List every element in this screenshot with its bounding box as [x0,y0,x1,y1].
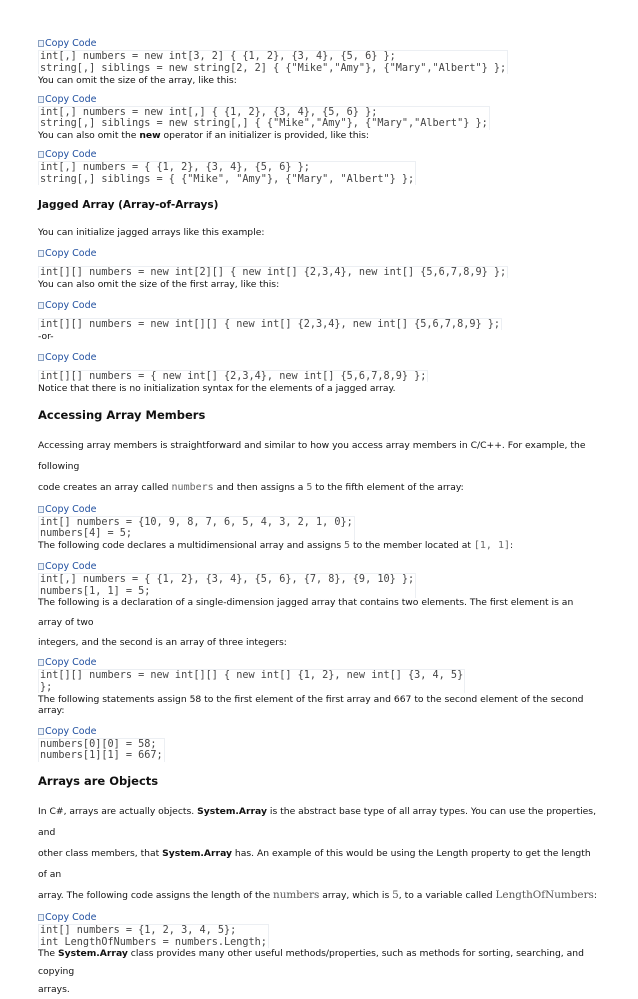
code-block [38,248,598,279]
document-page [38,38,598,999]
paragraph: Notice that there is no initialization syntax for the elements of a jagged array. [38,382,396,394]
copy-code-link[interactable]: Copy Code [38,94,598,106]
paragraph: -or- [38,330,54,342]
paragraph: You can initialize jagged arrays like this example: [38,226,265,238]
code-snippet: int[,] numbers = { {1, 2}, {3, 4}, {5, 6} }; string[,] siblings = { {"Mike", "Amy"}, {"Mary", "Albert"} }; [40,162,415,185]
copy-icon [38,40,44,47]
copy-icon [38,728,44,735]
code-block [38,726,598,763]
copy-icon [38,151,44,158]
section-heading: Accessing Array Members [38,407,206,422]
code-block [38,657,598,694]
paragraph: You can omit the size of the array, like this: [38,74,237,86]
copy-icon [38,659,44,666]
code-snippet: int[][] numbers = new int[2][] { new int[] {2,3,4}, new int[] {5,6,7,8,9} }; [40,266,507,278]
code-snippet: int[] numbers = {10, 9, 8, 7, 6, 5, 4, 3, 2, 1, 0}; numbers[4] = 5; [40,516,353,540]
paragraph: The System.Array class provides many other useful methods/properties, such as methods for sorting, searching, and copying arrays. [38,947,584,995]
paragraph: You can also omit the size of the first array, like this: [38,278,280,290]
code-snippet: int[][] numbers = new int[][] { new int[] {1, 2}, new int[] {3, 4, 5} }; [40,669,464,693]
code-snippet: int[][] numbers = { new int[] {2,3,4}, new int[] {5,6,7,8,9} }; [40,370,427,382]
paragraph: The following code declares a multidimensional array and assigns 5 to the member located at [1, 1]: [38,540,514,552]
paragraph: You can also omit the new operator if an initializer is provided, like this: [38,130,370,142]
copy-icon [38,302,44,309]
copy-icon [38,354,44,361]
copy-code-link[interactable]: Copy Code [38,38,598,50]
copy-code-link[interactable]: Copy Code [38,726,598,738]
code-snippet: int[] numbers = {1, 2, 3, 4, 5}; int LengthOfNumbers = numbers.Length; [40,925,267,948]
section-heading: Arrays are Objects [38,774,159,789]
copy-code-link[interactable]: Copy Code [38,300,598,312]
code-block [38,94,598,131]
code-block [38,561,598,598]
code-block [38,352,598,383]
copy-code-link[interactable]: Copy Code [38,352,598,364]
copy-icon [38,563,44,570]
paragraph: The following is a declaration of a single-dimension jagged array that contains two elements. The first element is an array of two integers, and the second is an array of three integers: [38,596,574,648]
code-block [38,38,598,75]
copy-code-link[interactable]: Copy Code [38,912,598,924]
copy-icon [38,96,44,103]
copy-code-link[interactable]: Copy Code [38,248,598,260]
code-snippet: int[,] numbers = { {1, 2}, {3, 4}, {5, 6}, {7, 8}, {9, 10} }; numbers[1, 1] = 5; [40,574,415,597]
copy-code-link[interactable]: Copy Code [38,149,598,161]
code-snippet: numbers[0][0] = 58; numbers[1][1] = 667; [40,738,163,762]
copy-code-link[interactable]: Copy Code [38,504,598,516]
copy-icon [38,506,44,513]
code-block [38,504,598,541]
paragraph: The following statements assign 58 to the first element of the first array and 667 to the second element of the second array: [38,693,584,716]
code-snippet: int[,] numbers = new int[,] { {1, 2}, {3, 4}, {5, 6} }; string[,] siblings = new string[,] { {"Mike","Amy"}, {"Mary","Albert"} }; [40,106,488,130]
code-block [38,300,598,331]
code-block [38,912,598,949]
paragraph: Accessing array members is straightforward and similar to how you access array members in C/C++. For example, the following code creates an array called numbers and then assigns a 5 to the fifth element of the array: [38,439,586,493]
code-snippet: int[,] numbers = new int[3, 2] { {1, 2}, {3, 4}, {5, 6} }; string[,] siblings = new string[2, 2] { {"Mike","Amy"}, {"Mary","Albert"} }; [40,51,507,74]
paragraph: In C#, arrays are actually objects. System.Array is the abstract base type of all array types. You can use the properties, and other class members, that System.Array has. An example of this would be using the Length property to get the length of an array. The following code assigns the length of the numbers array, which is 5, to a variable called LengthOfNumbers: [38,806,597,902]
copy-code-link[interactable]: Copy Code [38,561,598,573]
section-heading: Jagged Array (Array-of-Arrays) [38,198,219,211]
copy-icon [38,914,44,921]
code-block [38,149,598,186]
code-snippet: int[][] numbers = new int[][] { new int[] {2,3,4}, new int[] {5,6,7,8,9} }; [40,318,501,330]
copy-code-link[interactable]: Copy Code [38,657,598,669]
copy-icon [38,250,44,257]
